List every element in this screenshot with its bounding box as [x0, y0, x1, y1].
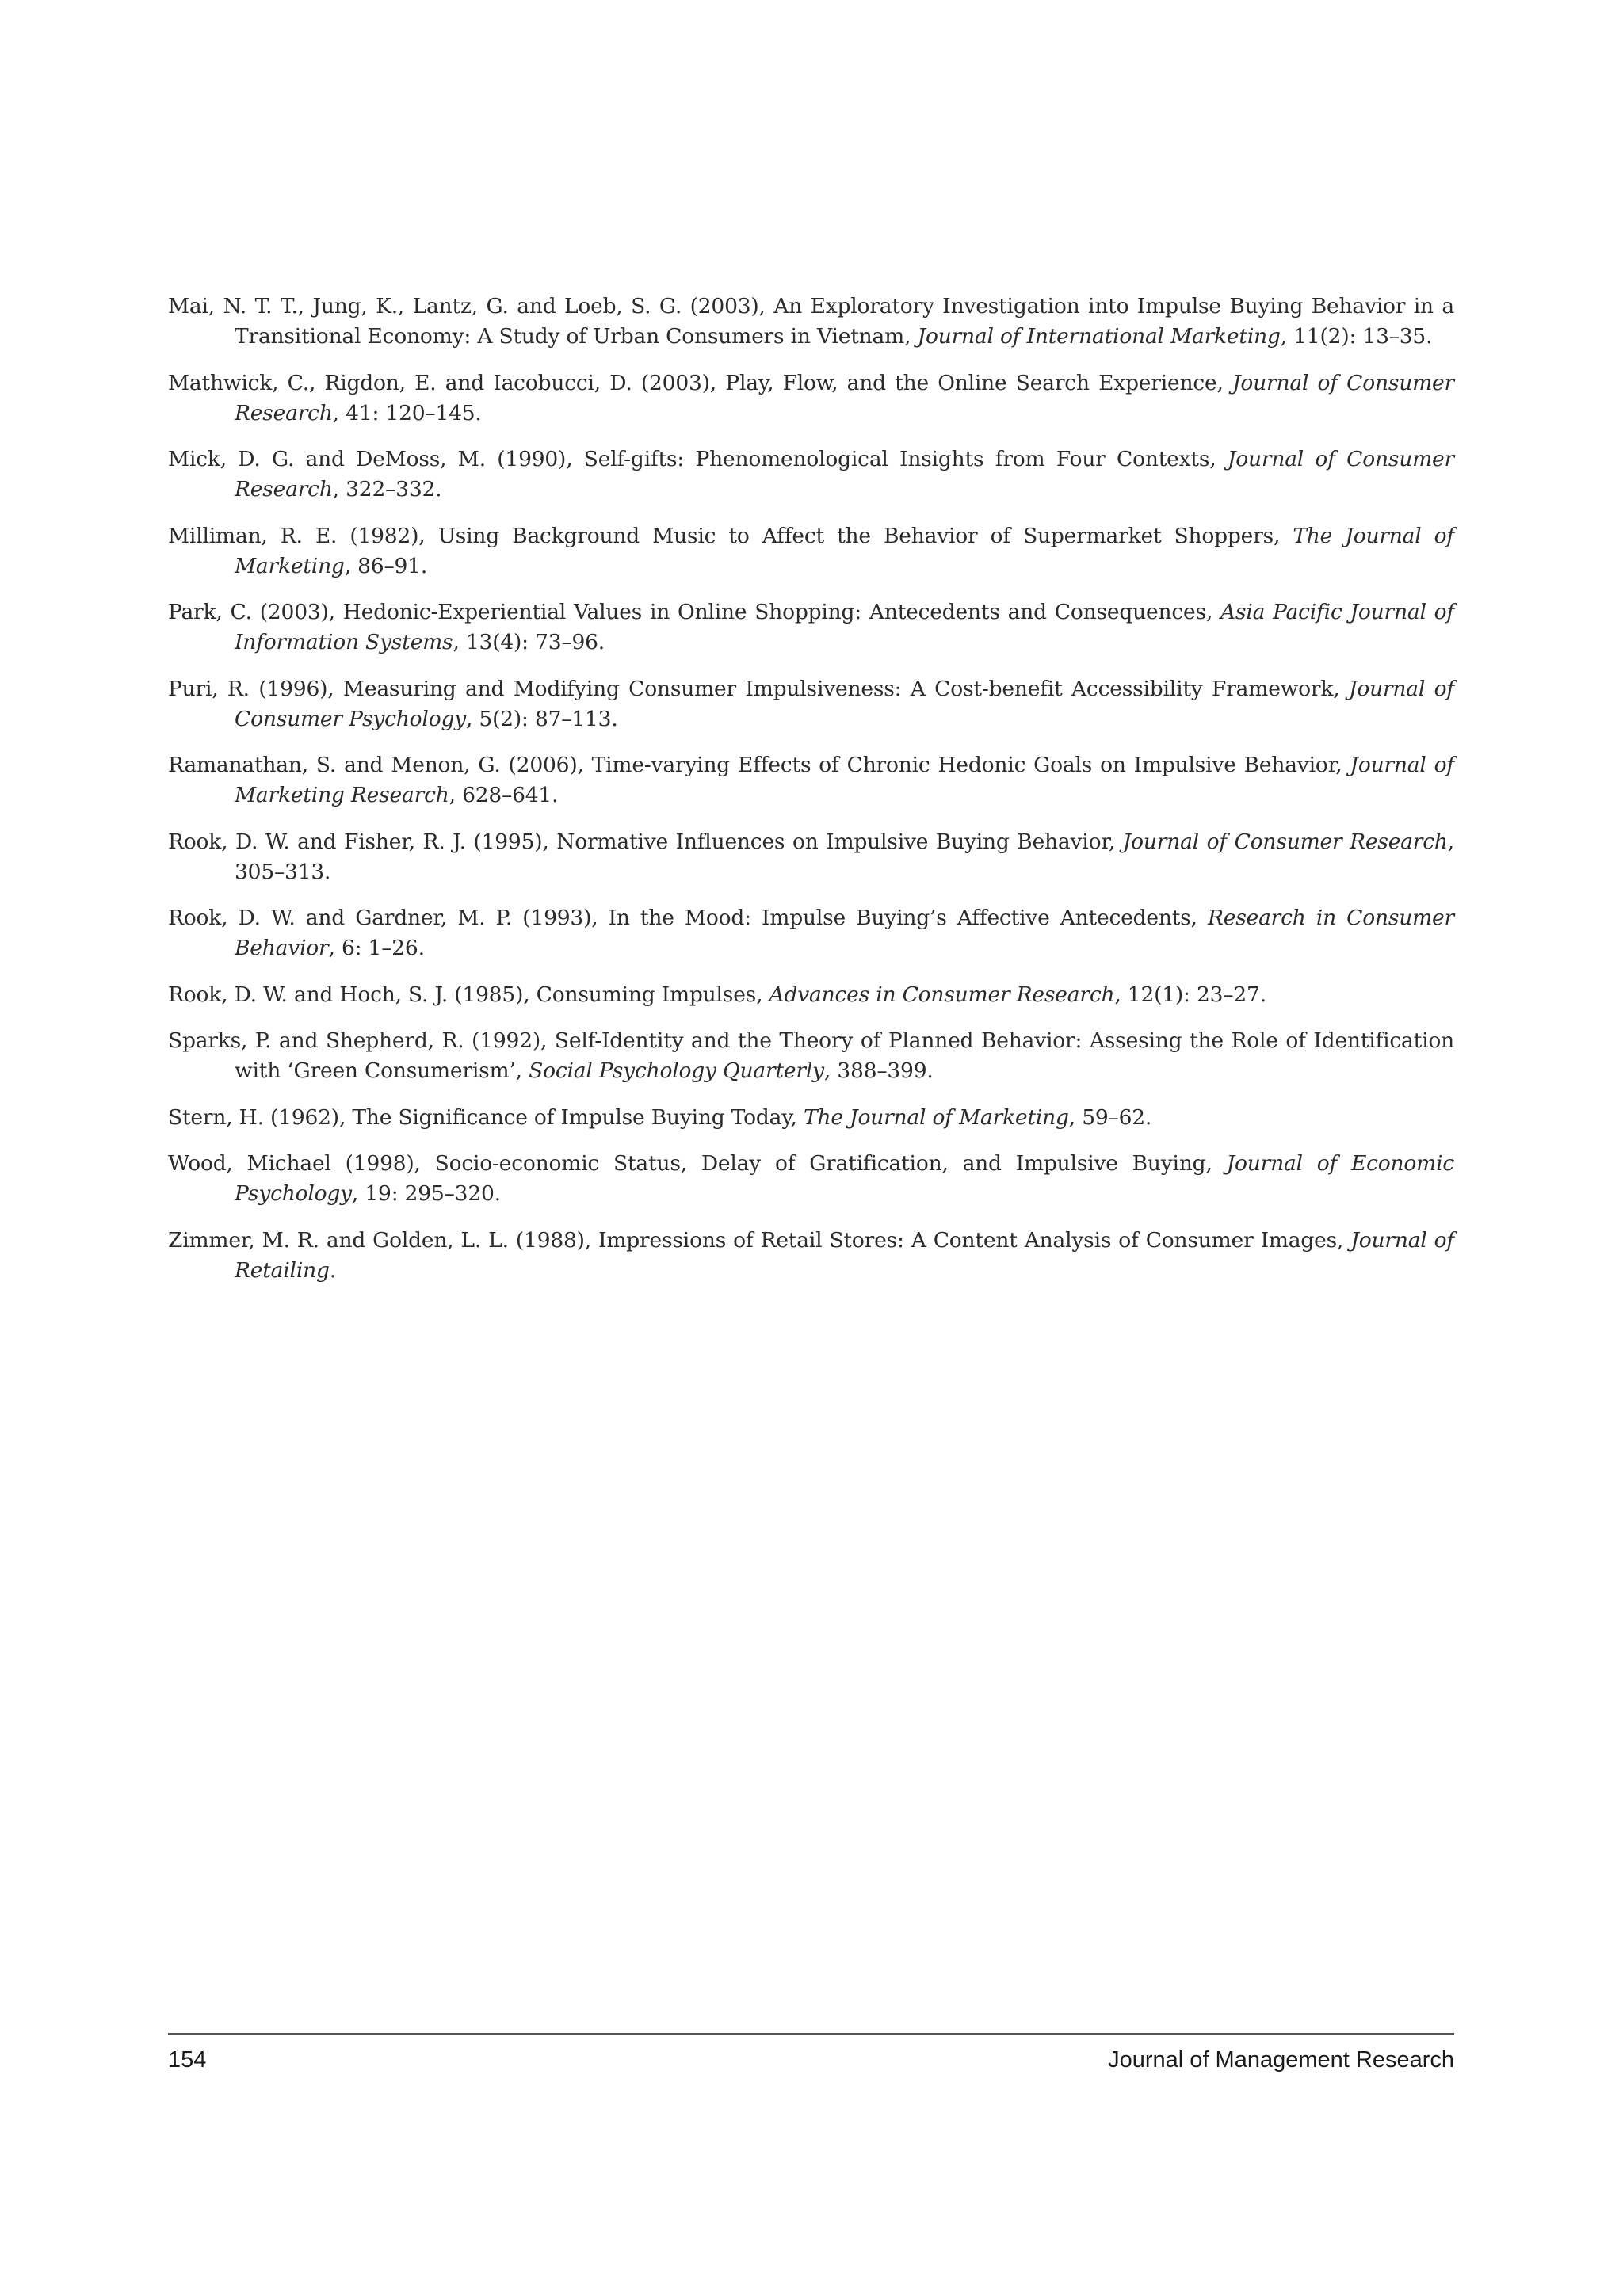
journal-name: Journal of Management Research [1108, 2047, 1454, 2073]
reference-journal: The Journal of Marketing [235, 523, 1455, 578]
reference-details: . [329, 1257, 336, 1283]
reference-entry [168, 827, 1454, 887]
reference-journal: Journal of Marketing Research [235, 753, 1454, 807]
reference-journal: The Journal of Marketing [803, 1104, 1069, 1130]
page-footer [168, 2044, 1454, 2076]
reference-text: Rook, D. W. and Gardner, M. P. (1993), In the Mood: Impulse Buying’s Affective Antecedents, [168, 906, 1208, 930]
reference-text: Sparks, P. and Shepherd, R. (1992), Self-Identity and the Theory of Planned Behavior: Assesing the Role of Identification with ‘Green Consumerism’, [168, 1028, 1454, 1083]
reference-entry [168, 1149, 1454, 1209]
reference-journal: Asia Pacific Journal of Information Systems [235, 600, 1455, 654]
reference-details: , 305–313. [235, 829, 1454, 884]
reference-text: Ramanathan, S. and Menon, G. (2006), Time-varying Effects of Chronic Hedonic Goals on Impulsive Behavior, [168, 753, 1350, 777]
reference-entry [168, 597, 1454, 658]
reference-journal: Journal of Economic Psychology [235, 1151, 1455, 1206]
reference-text: Mick, D. G. and DeMoss, M. (1990), Self-gifts: Phenomenological Insights from Four Contexts, [168, 447, 1228, 471]
reference-details: , 322–332. [332, 477, 442, 502]
reference-journal: Advances in Consumer Research [769, 982, 1115, 1007]
page-number: 154 [168, 2047, 207, 2073]
reference-list [168, 292, 1454, 1302]
reference-text: Wood, Michael (1998), Socio-economic Status, Delay of Gratification, and Impulsive Buying, [168, 1151, 1227, 1176]
reference-details: , 6: 1–26. [328, 936, 425, 960]
reference-journal: Journal of Consumer Psychology [235, 676, 1454, 731]
reference-entry [168, 444, 1454, 505]
footer-divider [168, 2033, 1454, 2035]
reference-details: , 388–399. [823, 1058, 934, 1083]
reference-journal: Social Psychology Quarterly [529, 1058, 824, 1083]
reference-details: , 5(2): 87–113. [465, 706, 618, 731]
reference-text: Milliman, R. E. (1982), Using Background Music to Affect the Behavior of Supermarket Shoppers, [168, 523, 1293, 548]
reference-text: Mathwick, C., Rigdon, E. and Iacobucci, D. (2003), Play, Flow, and the Online Search Experience, [168, 370, 1232, 395]
reference-details: , 59–62. [1068, 1104, 1152, 1130]
reference-entry [168, 1026, 1454, 1086]
reference-text: Stern, H. (1962), The Significance of Impulse Buying Today, [168, 1104, 804, 1130]
reference-text: Park, C. (2003), Hedonic-Experiential Values in Online Shopping: Antecedents and Consequences, [168, 600, 1220, 624]
reference-details: , 13(4): 73–96. [453, 630, 605, 654]
reference-details: , 12(1): 23–27. [1114, 982, 1266, 1007]
reference-text: Puri, R. (1996), Measuring and Modifying Consumer Impulsiveness: A Cost-benefit Accessibility Framework, [168, 676, 1349, 701]
reference-entry [168, 368, 1454, 429]
reference-journal: Journal of Retailing [235, 1227, 1454, 1283]
reference-entry [168, 980, 1454, 1010]
reference-text: Mai, N. T. T., Jung, K., Lantz, G. and Loeb, S. G. (2003), An Exploratory Investigation into Impulse Buying Behavior in a Transitional Economy: A Study of Urban Consumers in Vietnam, [168, 294, 1454, 349]
reference-journal: Journal of Consumer Research [1122, 829, 1448, 854]
reference-entry [168, 674, 1454, 734]
reference-text: Rook, D. W. and Fisher, R. J. (1995), Normative Influences on Impulsive Buying Behavior, [168, 829, 1123, 854]
reference-journal: Journal of International Marketing [917, 324, 1281, 349]
reference-entry [168, 292, 1454, 352]
reference-entry [168, 1103, 1454, 1133]
reference-entry [168, 750, 1454, 810]
reference-entry [168, 521, 1454, 582]
reference-details: , 86–91. [344, 553, 428, 578]
reference-details: , 11(2): 13–35. [1280, 324, 1433, 349]
reference-journal: Research in Consumer Behavior [235, 906, 1454, 960]
reference-entry [168, 1226, 1454, 1286]
reference-journal: Journal of Consumer Research [235, 370, 1454, 425]
reference-journal: Journal of Consumer Research [235, 447, 1454, 502]
reference-details: , 628–641. [449, 783, 559, 807]
reference-details: , 41: 120–145. [332, 400, 482, 425]
reference-entry [168, 903, 1454, 963]
reference-text: Zimmer, M. R. and Golden, L. L. (1988), Impressions of Retail Stores: A Content Analysis of Consumer Images, [168, 1227, 1351, 1253]
reference-details: , 19: 295–320. [351, 1181, 501, 1206]
reference-text: Rook, D. W. and Hoch, S. J. (1985), Consuming Impulses, [168, 982, 769, 1007]
